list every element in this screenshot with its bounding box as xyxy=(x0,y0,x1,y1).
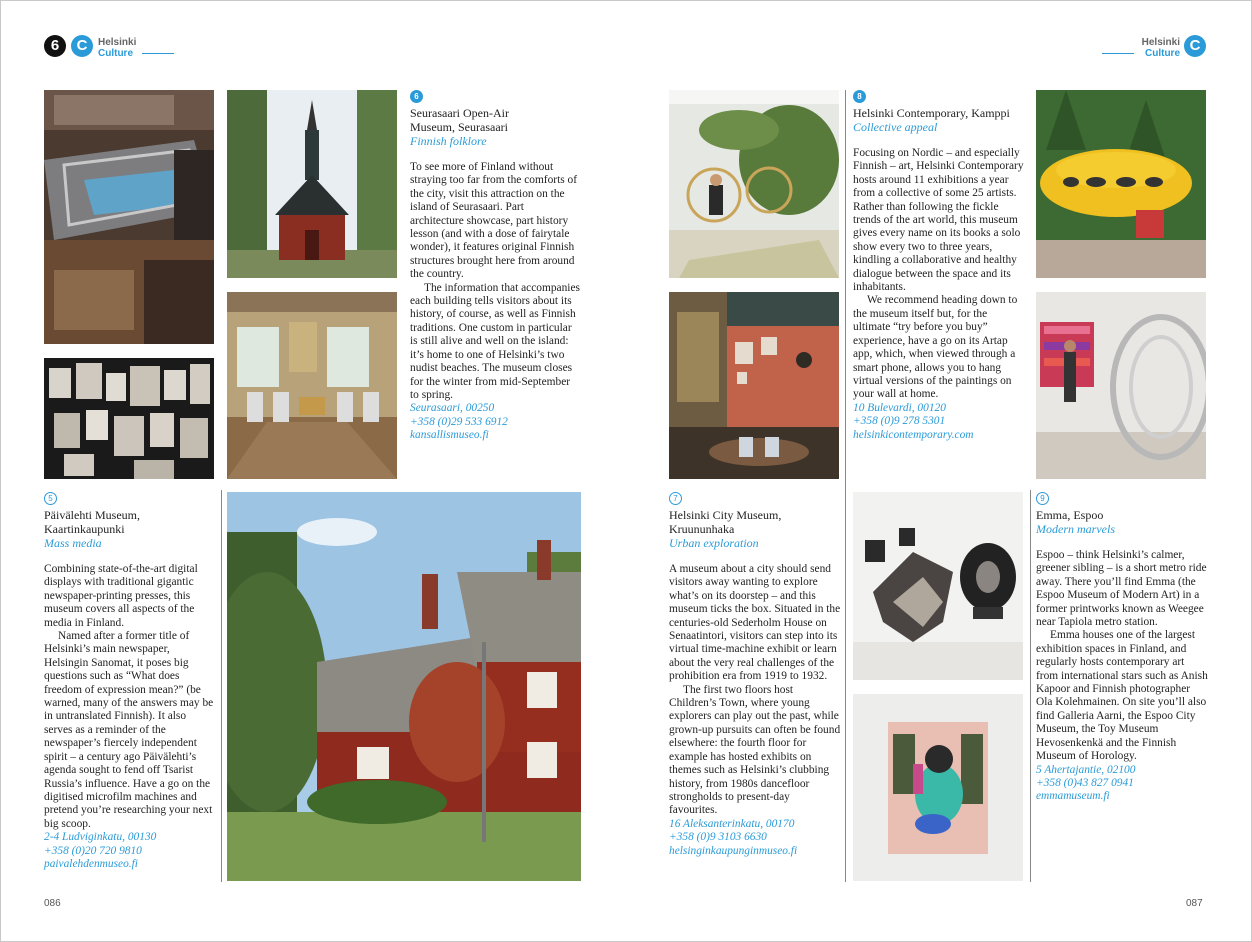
page-number-right: 087 xyxy=(1186,898,1203,909)
entry-paragraph: Emma houses one of the largest exhibition spaces in Finland, and regularly hosts contemporary art from international stars such as Anish Kapoor and Finnish photographer Ola Kolehmainen. On site you’ll also find Galleria Aarni, the Espoo City Museum, the Toy Museum Hevosenkenkä and the Finnish Museum of Horology. xyxy=(1036,629,1208,763)
section-letter-badge: C xyxy=(71,35,93,57)
entry-website[interactable]: kansallismuseo.fi xyxy=(410,429,489,442)
entry-phone: +358 (0)43 827 0941 xyxy=(1036,776,1134,789)
entry-website[interactable]: paivalehdenmuseo.fi xyxy=(44,857,138,870)
entry-subtitle: Collective appeal xyxy=(853,120,938,134)
page-number-left: 086 xyxy=(44,898,61,909)
entry-number: 5 xyxy=(44,492,57,505)
entry-phone: +358 (0)9 3103 6630 xyxy=(669,831,767,844)
entry-number: 7 xyxy=(669,492,682,505)
entry-phone: +358 (0)9 278 5301 xyxy=(853,415,946,428)
entry-seurasaari xyxy=(410,90,580,443)
entry-title: Päivälehti Museum, xyxy=(44,508,140,522)
header-right-text xyxy=(1130,37,1180,59)
header-section-right: Culture xyxy=(1145,48,1180,59)
wooden-church-photo xyxy=(227,90,397,278)
entry-paragraph: Espoo – think Helsinki’s calmer, greener sibling – is a short metro ride away. There you’ll find Emma (the Espoo Museum of Modern Art) in a former printworks known as Weegee near Tapiola metro station. xyxy=(1036,549,1207,629)
entry-body xyxy=(1036,549,1208,764)
sculptures-gallery-photo xyxy=(853,492,1023,680)
interior-room-photo xyxy=(227,292,397,479)
chapter-number-badge: 6 xyxy=(44,35,66,57)
entry-address: 2-4 Ludviginkatu, 00130 xyxy=(44,831,157,844)
entry-paragraph: Combining state-of-the-art digital displays with traditional gigantic newspaper-printing presses, this museum covers all aspects of the media in Finland. xyxy=(44,563,198,629)
header-city: Helsinki xyxy=(98,37,137,48)
entry-subtitle: Urban exploration xyxy=(669,536,759,550)
entry-helsinki-contemporary xyxy=(853,90,1025,442)
entry-title: Kruununhaka xyxy=(669,522,735,536)
entry-title: Kaartinkaupunki xyxy=(44,522,125,536)
header-left-text xyxy=(98,37,136,59)
entry-paragraph: To see more of Finland without straying too far from the comforts of the city, visit this attraction on the island of Seurasaari. Part architecture showcase, part history lesson (and with a dose of fairytale wonder), it features original Finnish structures brought here from around the country. xyxy=(410,161,578,281)
column-rule xyxy=(221,490,222,882)
header-section: Culture xyxy=(98,48,133,59)
entry-phone: +358 (0)20 720 9810 xyxy=(44,844,142,857)
entry-address: 16 Aleksanterinkatu, 00170 xyxy=(669,817,795,830)
entry-title: Emma, Espoo xyxy=(1036,508,1104,522)
entry-paragraph: We recommend heading down to the museum itself but, for the ultimate “try before you buy” experience, have a go on its Artap app, which, when viewed through a smart phone, allows you to hang virtual versions of the paintings on your wall at home. xyxy=(853,294,1018,401)
entry-title: Seurasaari Open-Air xyxy=(410,106,509,120)
entry-body xyxy=(410,161,580,402)
city-museum-room-photo xyxy=(669,292,839,479)
entry-phone: +358 (0)29 533 6912 xyxy=(410,415,508,428)
entry-number: 6 xyxy=(410,90,423,103)
newspaper-wall-photo xyxy=(44,358,214,479)
entry-paragraph: Named after a former title of Helsinki’s main newspaper, Helsingin Sanomat, it poses big questions such as “What does freedom of expression mean?” (be warned, many of the answers may be in untranslated Finnish). It also serves as a reminder of the newspaper’s fiercely independent spirit – a century ago Päivälehti’s agenda sought to fend off Tsarist Russia’s influence. Have a go on the digitised microfilm machines and pretend you’re researching your next big scoop. xyxy=(44,630,214,830)
emma-gallery-photo xyxy=(1036,292,1206,479)
entry-emma xyxy=(1036,492,1208,804)
futuro-house-photo xyxy=(1036,90,1206,278)
entry-website[interactable]: helsinginkaupunginmuseo.fi xyxy=(669,844,798,857)
red-farmhouse-photo xyxy=(227,492,581,881)
entry-website[interactable]: helsinkicontemporary.com xyxy=(853,428,974,441)
entry-paragraph: Focusing on Nordic – and especially Finnish – art, Helsinki Contemporary hosts around 11 exhibitions a year from a collective of some 25 artists. Rather than following the fickle trends of the art world, this museum gives every name on its books a solo show every two to three years, kindling a collaborative and healthy dialogue between the space and its inhabitants. xyxy=(853,147,1024,294)
entry-address: 5 Ahertajantie, 02100 xyxy=(1036,763,1136,776)
entry-body xyxy=(853,147,1025,402)
entry-paragraph: A museum about a city should send visitors away wanting to explore what’s on its doorstep – and this museum ticks the box. Situated in the centuries-old Sederholm House on Senaatintori, visitors can step into its virtual time-machine exhibit or learn about the very real challenges of the prohibition era from 1919 to 1932. xyxy=(669,563,841,683)
column-rule xyxy=(1030,490,1031,882)
entry-city-museum xyxy=(669,492,841,858)
entry-body xyxy=(669,563,841,818)
entry-number: 8 xyxy=(853,90,866,103)
entry-paivalehti xyxy=(44,492,216,871)
header-city-right: Helsinki xyxy=(1141,37,1180,48)
entry-title: Museum, Seurasaari xyxy=(410,120,508,134)
swing-chair-gallery-photo xyxy=(669,90,839,278)
entry-number: 9 xyxy=(1036,492,1049,505)
header-left-line xyxy=(142,53,174,54)
entry-address: Seurasaari, 00250 xyxy=(410,402,495,415)
entry-address: 10 Bulevardi, 00120 xyxy=(853,401,946,414)
entry-paragraph: The information that accompanies each building tells visitors about its history, of course, as well as Finnish traditions. One custom in particular is still alive and well on the island: it’s home to one of Helsinki’s two nudist beaches. The museum closes for the winter from mid-September to spring. xyxy=(410,281,580,401)
entry-title: Helsinki City Museum, xyxy=(669,508,782,522)
entry-website[interactable]: emmamuseum.fi xyxy=(1036,790,1110,803)
entry-body xyxy=(44,563,216,831)
entry-title: Helsinki Contemporary, Kamppi xyxy=(853,106,1010,120)
painting-artwork-photo xyxy=(853,694,1023,881)
entry-subtitle: Modern marvels xyxy=(1036,522,1115,536)
entry-subtitle: Mass media xyxy=(44,536,102,550)
printing-press-photo xyxy=(44,90,214,344)
entry-subtitle: Finnish folklore xyxy=(410,134,487,148)
entry-paragraph: The first two floors host Children’s Town, where young explorers can play out the past, while grown-up pursuits can often be found elsewhere: the fourth floor for example has hosted exhibits on themes such as Helsinki’s clubbing history, from 1980s dancefloor strongholds to present-day favourites. xyxy=(669,683,841,817)
column-rule xyxy=(845,90,846,882)
section-letter-badge-right: C xyxy=(1184,35,1206,57)
